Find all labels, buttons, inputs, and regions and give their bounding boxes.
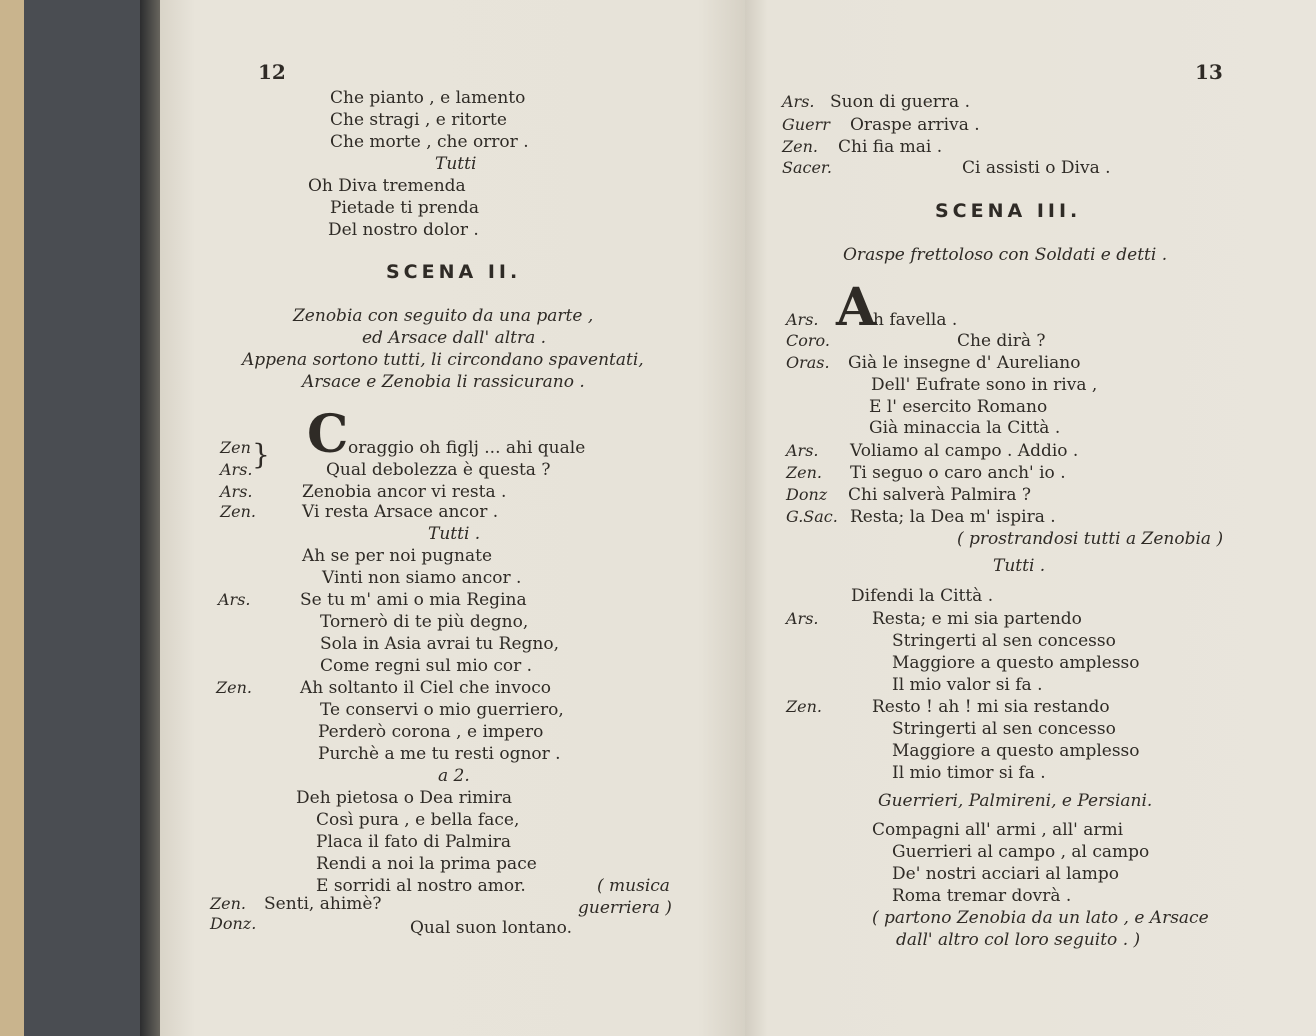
dialogue-line: Resta; la Dea m' ispira . bbox=[850, 507, 1056, 527]
dialogue-line: Zenobia ancor vi resta . bbox=[302, 482, 507, 502]
dialogue-line: Ah se per noi pugnate bbox=[302, 546, 493, 566]
brace-icon: } bbox=[252, 438, 270, 471]
stage-aside: ( musica bbox=[597, 876, 670, 896]
page-number: 12 bbox=[258, 60, 286, 84]
dialogue-line: Qual debolezza è questa ? bbox=[326, 460, 551, 480]
speaker-name: Ars. bbox=[782, 92, 815, 111]
dialogue-line: Tornerò di te più degno, bbox=[320, 612, 529, 632]
speaker-heading: Tutti bbox=[435, 154, 477, 174]
stage-aside: ( prostrandosi tutti a Zenobia ) bbox=[957, 529, 1224, 549]
speaker-name: Zen. bbox=[782, 137, 818, 156]
dialogue-line: Che dirà ? bbox=[957, 331, 1046, 351]
speaker-name: Coro. bbox=[786, 331, 830, 350]
dialogue-line: Perderò corona , e impero bbox=[318, 722, 544, 742]
scene-title: SCENA II. bbox=[386, 261, 522, 283]
dialogue-line: Stringerti al sen concesso bbox=[892, 631, 1116, 651]
speaker-name: Donz bbox=[786, 485, 828, 504]
speaker-name: Ars. bbox=[220, 482, 253, 501]
dialogue-line: Difendi la Città . bbox=[851, 586, 994, 606]
speaker-name: Ars. bbox=[786, 609, 819, 628]
dialogue-line: Ti seguo o caro anch' io . bbox=[850, 463, 1066, 483]
page-number: 13 bbox=[1195, 60, 1223, 84]
dialogue-line: Maggiore a questo amplesso bbox=[892, 653, 1140, 673]
dialogue-line: Vinti non siamo ancor . bbox=[322, 568, 522, 588]
stage-direction: ( partono Zenobia da un lato , e Arsace bbox=[872, 908, 1209, 928]
speaker-name: Zen bbox=[220, 438, 251, 457]
left-page bbox=[160, 0, 745, 1036]
speaker-name: Zen. bbox=[786, 463, 822, 482]
speaker-name: Oras. bbox=[786, 353, 830, 372]
speaker-name: Guerr bbox=[782, 115, 830, 134]
verse-line: Oh Diva tremenda bbox=[308, 176, 466, 196]
verse-line: Pietade ti prenda bbox=[330, 198, 479, 218]
dialogue-line: Deh pietosa o Dea rimira bbox=[296, 788, 513, 808]
dialogue-line: Compagni all' armi , all' armi bbox=[872, 820, 1124, 840]
dialogue-line: Vi resta Arsace ancor . bbox=[302, 502, 499, 522]
speaker-name: Ars. bbox=[220, 460, 253, 479]
scene-title: SCENA III. bbox=[935, 200, 1082, 222]
speaker-name: G.Sac. bbox=[786, 507, 838, 526]
stage-direction: Zenobia con seguito da una parte , bbox=[293, 306, 594, 326]
dialogue-line: Guerrieri al campo , al campo bbox=[892, 842, 1150, 862]
dialogue-line: Chi fia mai . bbox=[838, 137, 943, 157]
dialogue-line: De' nostri acciari al lampo bbox=[892, 864, 1119, 884]
speaker-name: Ars. bbox=[786, 310, 819, 329]
stage-direction: dall' altro col loro seguito . ) bbox=[896, 930, 1141, 950]
dialogue-line: Rendi a noi la prima pace bbox=[316, 854, 537, 874]
dialogue-line: Suon di guerra . bbox=[830, 92, 970, 112]
dialogue-line: Il mio valor si fa . bbox=[892, 675, 1043, 695]
speaker-heading: a 2. bbox=[438, 766, 470, 786]
stage-direction: Oraspe frettoloso con Soldati e detti . bbox=[843, 245, 1168, 265]
stage-direction: Guerrieri, Palmireni, e Persiani. bbox=[878, 791, 1153, 811]
dialogue-line: oraggio oh figlj ... ahi quale bbox=[348, 438, 586, 458]
dialogue-line: Roma tremar dovrà . bbox=[892, 886, 1072, 906]
desk-edge bbox=[0, 0, 24, 1036]
stage-direction: Appena sortono tutti, li circondano spaventati, bbox=[242, 350, 644, 370]
dialogue-line: Già le insegne d' Aureliano bbox=[848, 353, 1081, 373]
verse-line: Che pianto , e lamento bbox=[330, 88, 526, 108]
dialogue-line: Chi salverà Palmira ? bbox=[848, 485, 1032, 505]
dialogue-line: Resta; e mi sia partendo bbox=[872, 609, 1082, 629]
dialogue-line: Te conservi o mio guerriero, bbox=[320, 700, 564, 720]
drop-cap: A bbox=[836, 277, 877, 338]
dialogue-line: Sola in Asia avrai tu Regno, bbox=[320, 634, 559, 654]
speaker-name: Zen. bbox=[216, 678, 252, 697]
dialogue-line: Se tu m' ami o mia Regina bbox=[300, 590, 527, 610]
speaker-name: Zen. bbox=[210, 894, 246, 913]
dialogue-line: Come regni sul mio cor . bbox=[320, 656, 533, 676]
stage-direction: Arsace e Zenobia li rassicurano . bbox=[302, 372, 585, 392]
verse-line: Che morte , che orror . bbox=[330, 132, 529, 152]
speaker-name: Zen. bbox=[220, 502, 256, 521]
dialogue-line: Stringerti al sen concesso bbox=[892, 719, 1116, 739]
dialogue-line: Ci assisti o Diva . bbox=[962, 158, 1111, 178]
dialogue-line: Resto ! ah ! mi sia restando bbox=[872, 697, 1110, 717]
speaker-name: Ars. bbox=[786, 441, 819, 460]
dialogue-line: Placa il fato di Palmira bbox=[316, 832, 512, 852]
dialogue-line: Senti, ahimè? bbox=[264, 894, 382, 914]
dialogue-line: Maggiore a questo amplesso bbox=[892, 741, 1140, 761]
right-page bbox=[745, 0, 1316, 1036]
stage-direction: ed Arsace dall' altra . bbox=[362, 328, 547, 348]
stage-aside: guerriera ) bbox=[578, 898, 672, 918]
dialogue-line: Così pura , e bella face, bbox=[316, 810, 520, 830]
dialogue-line: E l' esercito Romano bbox=[869, 397, 1048, 417]
speaker-name: Ars. bbox=[218, 590, 251, 609]
verse-line: Del nostro dolor . bbox=[328, 220, 479, 240]
speaker-name: Donz. bbox=[210, 914, 257, 933]
speaker-name: Zen. bbox=[786, 697, 822, 716]
dialogue-line: Oraspe arriva . bbox=[850, 115, 980, 135]
dialogue-line: Qual suon lontano. bbox=[410, 918, 572, 938]
backing-board bbox=[24, 0, 146, 1036]
speaker-heading: Tutti . bbox=[993, 556, 1046, 576]
speaker-heading: Tutti . bbox=[428, 524, 481, 544]
dialogue-line: Purchè a me tu resti ognor . bbox=[318, 744, 561, 764]
dialogue-line: Già minaccia la Città . bbox=[869, 418, 1061, 438]
drop-cap: C bbox=[307, 404, 349, 465]
dialogue-line: Ah soltanto il Ciel che invoco bbox=[300, 678, 551, 698]
verse-line: Che stragi , e ritorte bbox=[330, 110, 507, 130]
dialogue-line: Voliamo al campo . Addio . bbox=[850, 441, 1079, 461]
speaker-name: Sacer. bbox=[782, 158, 832, 177]
dialogue-line: Dell' Eufrate sono in riva , bbox=[871, 375, 1098, 395]
dialogue-line: h favella . bbox=[873, 310, 958, 330]
dialogue-line: E sorridi al nostro amor. bbox=[316, 876, 526, 896]
dialogue-line: Il mio timor si fa . bbox=[892, 763, 1046, 783]
